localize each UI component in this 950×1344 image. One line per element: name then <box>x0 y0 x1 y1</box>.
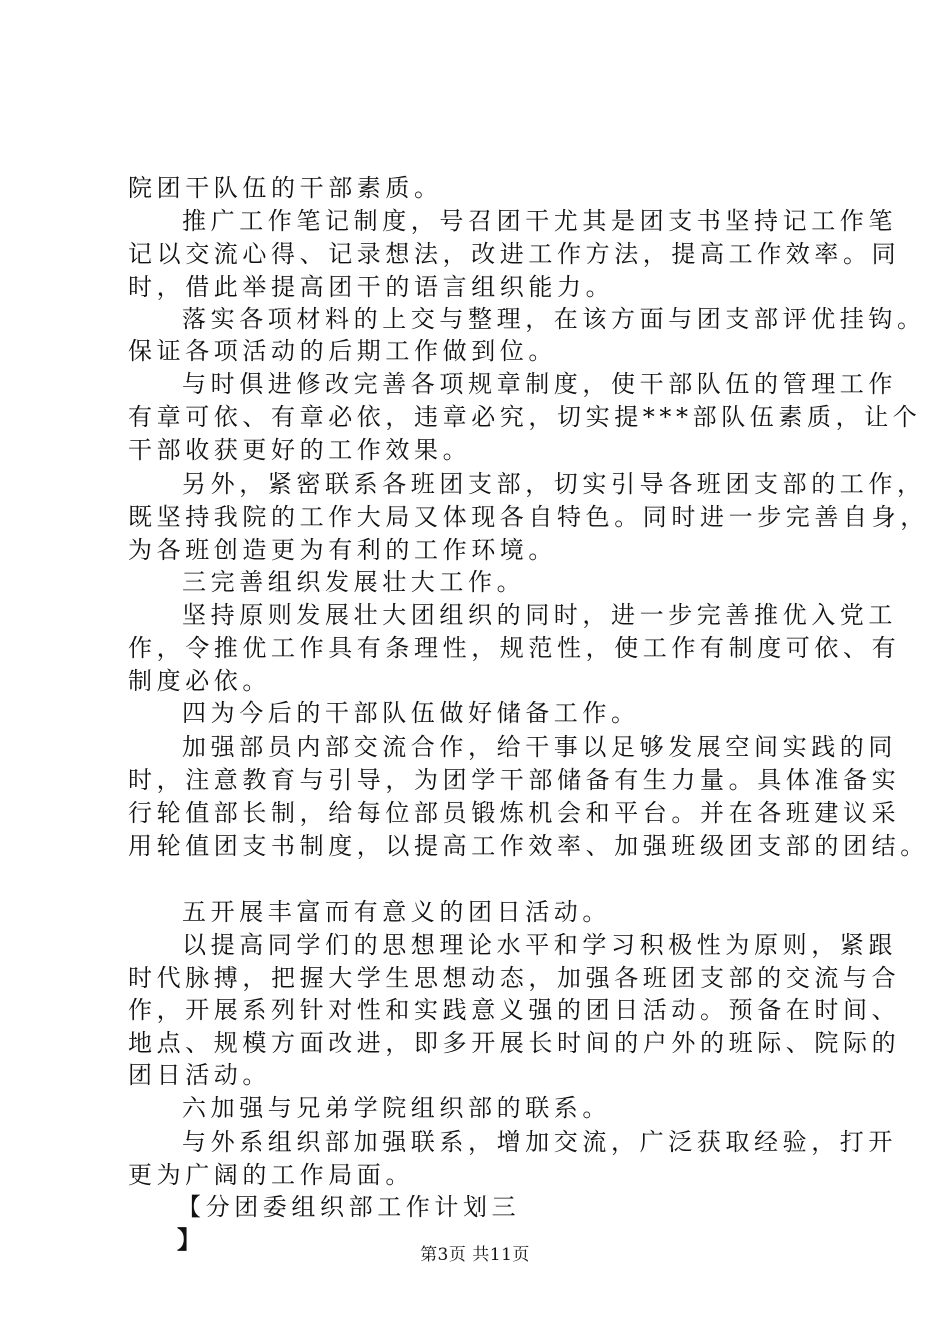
text-line: 作，开展系列针对性和实践意义强的团日活动。预备在时间、 <box>128 996 901 1024</box>
text-line: 时代脉搏，把握大学生思想动态，加强各班团支部的交流与合 <box>128 964 901 992</box>
text-line: 干部收获更好的工作效果。 <box>128 436 472 464</box>
text-line: 加强部员内部交流合作，给干事以足够发展空间实践的同 <box>182 733 897 761</box>
text-line: 地点、规模方面改进，即多开展长时间的户外的班际、院际的 <box>128 1029 901 1057</box>
text-line: 团日活动。 <box>128 1061 271 1089</box>
text-line: 保证各项活动的后期工作做到位。 <box>128 337 557 365</box>
text-line: 与时俱进修改完善各项规章制度，使干部队伍的管理工作 <box>182 370 897 398</box>
text-line: 院团干队伍的干部素质。 <box>128 174 443 202</box>
text-line: 记以交流心得、记录想法，改进工作方法，提高工作效率。同 <box>128 240 901 268</box>
closing-bracket: 】 <box>177 1225 206 1254</box>
text-line: 推广工作笔记制度，号召团干尤其是团支书坚持记工作笔 <box>182 207 897 235</box>
text-line: 既坚持我院的工作大局又体现各自特色。同时进一步完善自身， <box>128 503 929 531</box>
text-line: 为各班创造更为有利的工作环境。 <box>128 536 557 564</box>
section-title: 【分团委组织部工作计划三 <box>177 1193 521 1221</box>
section-heading: 五开展丰富而有意义的团日活动。 <box>182 898 611 926</box>
text-line: 另外，紧密联系各班团支部，切实引导各班团支部的工作， <box>182 470 926 498</box>
text-line: 更为广阔的工作局面。 <box>128 1161 414 1189</box>
text-line: 制度必依。 <box>128 667 271 695</box>
text-line: 落实各项材料的上交与整理，在该方面与团支部评优挂钩。 <box>182 305 926 333</box>
section-heading: 四为今后的干部队伍做好储备工作。 <box>182 699 640 727</box>
text-line: 以提高同学们的思想理论水平和学习积极性为原则，紧跟 <box>182 931 897 959</box>
section-heading: 三完善组织发展壮大工作。 <box>182 568 526 596</box>
text-line: 作，令推优工作具有条理性，规范性，使工作有制度可依、有 <box>128 634 901 662</box>
text-line: 时，借此举提高团干的语言组织能力。 <box>128 273 615 301</box>
page-number-footer: 第3页 共11页 <box>420 1245 530 1265</box>
text-line: 与外系组织部加强联系，增加交流，广泛获取经验，打开 <box>182 1128 897 1156</box>
text-line: 行轮值部长制，给每位部员锻炼机会和平台。并在各班建议采 <box>128 799 901 827</box>
text-line: 坚持原则发展壮大团组织的同时，进一步完善推优入党工 <box>182 601 897 629</box>
text-line: 有章可依、有章必依，违章必究，切实提***部队伍素质，让个 <box>128 403 922 431</box>
text-line: 时，注意教育与引导，为团学干部储备有生力量。具体准备实 <box>128 766 901 794</box>
section-heading: 六加强与兄弟学院组织部的联系。 <box>182 1094 611 1122</box>
text-line: 用轮值团支书制度，以提高工作效率、加强班级团支部的团结。 <box>128 832 929 860</box>
